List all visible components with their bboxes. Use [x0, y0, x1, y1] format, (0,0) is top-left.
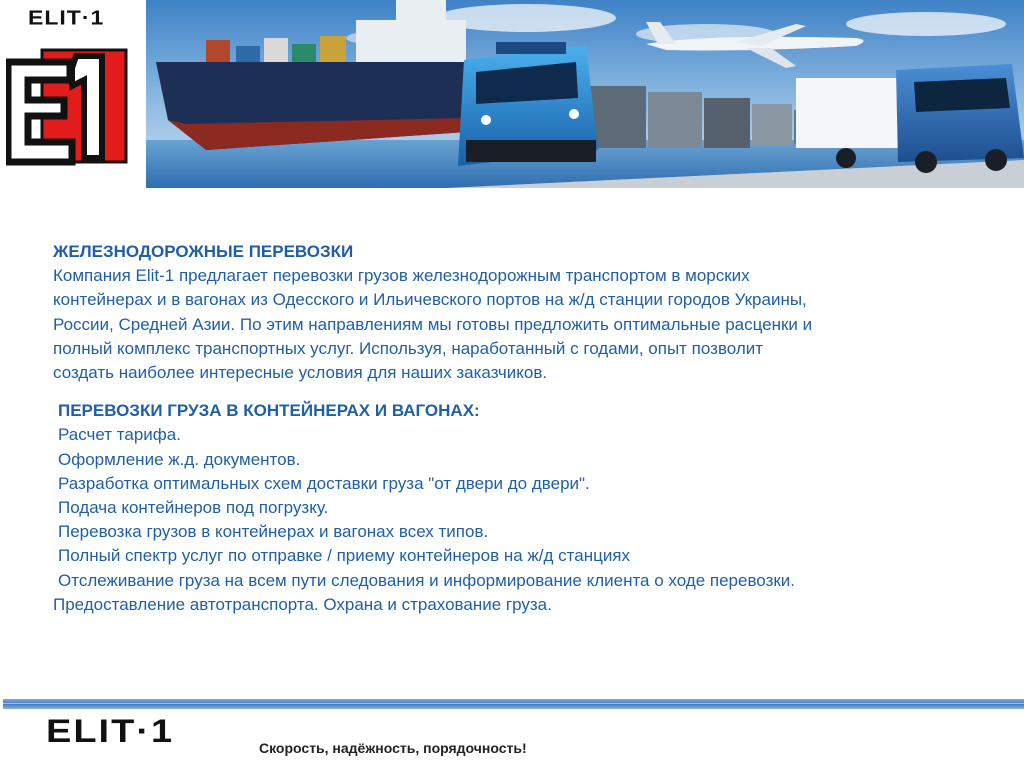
e1-logo-mark	[6, 46, 130, 168]
service-list-item: Разработка оптимальных схем доставки груза "от двери до двери".	[58, 473, 590, 493]
footer-divider-bar	[3, 699, 1024, 709]
service-list-item: Подача контейнеров под погрузку.	[58, 498, 329, 518]
main-content	[53, 240, 973, 617]
service-list-item: Полный спектр услуг по отправке / приему контейнеров на ж/д станциях	[58, 546, 631, 566]
paragraph-line: контейнерах и в вагонах из Одесского и Ильичевского портов на ж/д станции городов Украины,	[53, 290, 807, 310]
logo-block	[0, 0, 146, 178]
blue-locomotive	[458, 42, 598, 166]
service-list-item: Оформление ж.д. документов.	[58, 449, 301, 469]
paragraph-line: России, Средней Азии. По этим направлениям мы готовы предложить оптимальные расценки и	[53, 314, 813, 334]
section-heading-rail: ЖЕЛЕЗНОДОРОЖНЫЕ ПЕРЕВОЗКИ	[53, 242, 354, 261]
footer-slogan: Скорость, надёжность, порядочность!	[259, 740, 527, 756]
service-list-item: Расчет тарифа.	[58, 425, 181, 445]
service-list-item: Отслеживание груза на всем пути следования и информирование клиента о ходе перевозки.	[58, 570, 796, 590]
header-banner	[0, 0, 1024, 188]
section-spacer	[53, 385, 973, 399]
service-list-item: Перевозка грузов в контейнерах и вагонах всех типов.	[58, 522, 489, 542]
transport-banner-image	[146, 0, 1024, 188]
footer-logo-text: ELIT·1	[46, 714, 175, 750]
paragraph-line: Компания Elit-1 предлагает перевозки грузов железнодорожным транспортом в морских	[53, 266, 750, 286]
paragraph-line: создать наиболее интересные условия для наших заказчиков.	[53, 363, 548, 383]
service-list-item: Предоставление автотранспорта. Охрана и страхование груза.	[53, 594, 552, 614]
company-logo-text: ELIT·1	[28, 5, 105, 29]
section-heading-containers: ПЕРЕВОЗКИ ГРУЗА В КОНТЕЙНЕРАХ И ВАГОНАХ:	[58, 401, 480, 421]
paragraph-line: полный комплекс транспортных услуг. Используя, наработанный с годами, опыт позволит	[53, 338, 764, 358]
